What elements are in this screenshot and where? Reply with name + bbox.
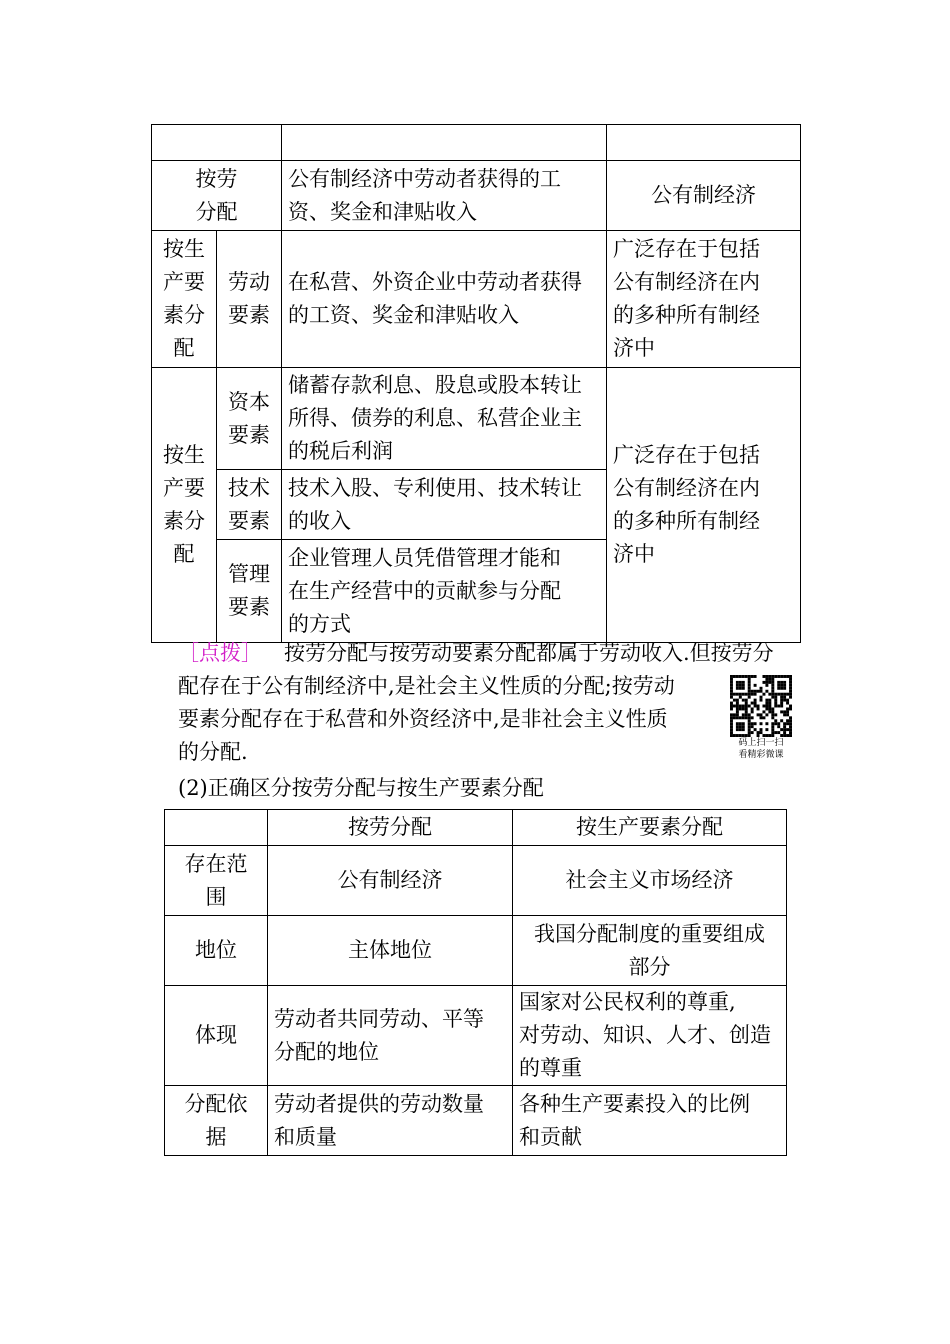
group-label-factor-distribution: 按生 产要 素分 配: [152, 231, 217, 368]
qr-module: [736, 705, 739, 708]
qr-module: [736, 693, 739, 696]
qr-module: [730, 716, 733, 719]
qr-module: [745, 675, 748, 678]
qr-module: [780, 728, 783, 731]
qr-module: [789, 705, 792, 708]
qr-module: [742, 713, 745, 716]
qr-module: [745, 693, 748, 696]
qr-module: [783, 728, 786, 731]
income-cell: 技术入股、专利使用、技术转让 的收入: [282, 470, 607, 540]
qr-module: [777, 731, 780, 734]
qr-module: [789, 716, 792, 719]
qr-module: [774, 705, 777, 708]
factor-label-management: 管理 要素: [217, 540, 282, 643]
qr-module: [742, 693, 745, 696]
qr-module: [754, 675, 757, 678]
qr-module: [754, 690, 757, 693]
qr-module: [730, 684, 733, 687]
qr-module: [730, 719, 733, 722]
qr-module: [783, 710, 786, 713]
qr-module: [730, 678, 733, 681]
qr-module: [789, 678, 792, 681]
qr-module: [748, 731, 751, 734]
qr-module: [736, 725, 739, 728]
qr-module: [780, 681, 783, 684]
qr-module: [751, 725, 754, 728]
comparison-table: [164, 809, 787, 1156]
qr-module: [742, 728, 745, 731]
qr-module: [771, 722, 774, 725]
qr-module: [733, 693, 736, 696]
qr-module: [751, 707, 754, 710]
qr-module: [733, 705, 736, 708]
qr-module: [733, 716, 736, 719]
qr-module: [757, 731, 760, 734]
factor-label-technology: 技术 要素: [217, 470, 282, 540]
qr-module: [762, 710, 765, 713]
scope-cell: 广泛存在于包括 公有制经济在内 的多种所有制经 济中: [607, 368, 801, 643]
qr-module: [765, 722, 768, 725]
qr-module: [730, 690, 733, 693]
qr-module: [786, 719, 789, 722]
qr-module: [742, 687, 745, 690]
qr-module: [783, 734, 786, 737]
qr-module: [733, 713, 736, 716]
qr-module: [789, 693, 792, 696]
qr-caption: 码上扫一扫: [738, 738, 784, 748]
qr-module: [762, 705, 765, 708]
group-label-factor-distribution: 按生 产要 素分 配: [152, 368, 217, 643]
qr-module: [754, 699, 757, 702]
factor-label-capital: 资本 要素: [217, 368, 282, 470]
factor-label-labor: 劳动 要素: [217, 231, 282, 368]
qr-module: [760, 687, 763, 690]
qr-module: [786, 702, 789, 705]
qr-module: [742, 705, 745, 708]
qr-module: [783, 681, 786, 684]
qr-module: [742, 681, 745, 684]
qr-module: [742, 716, 745, 719]
qr-module: [760, 716, 763, 719]
table-cell: [282, 125, 607, 161]
qr-module: [777, 684, 780, 687]
qr-module: [730, 687, 733, 690]
qr-module: [730, 734, 733, 737]
qr-module: [739, 716, 742, 719]
qr-module: [768, 707, 771, 710]
qr-module: [748, 713, 751, 716]
qr-module: [774, 675, 777, 678]
qr-module: [780, 696, 783, 699]
note-line: 的分配.: [178, 740, 248, 764]
qr-module: [777, 705, 780, 708]
section-subtitle: (2)正确区分按劳分配与按生产要素分配: [178, 776, 544, 800]
qr-module: [777, 675, 780, 678]
income-cell: 企业管理人员凭借管理才能和 在生产经营中的贡献参与分配 的方式: [282, 540, 607, 643]
qr-code[interactable]: [730, 675, 792, 761]
qr-module: [736, 713, 739, 716]
qr-module: [768, 681, 771, 684]
qr-module: [765, 675, 768, 678]
qr-module: [762, 716, 765, 719]
qr-module: [751, 731, 754, 734]
qr-module: [748, 728, 751, 731]
qr-module: [789, 734, 792, 737]
row-label: 存在范 围: [165, 846, 268, 916]
qr-module: [736, 675, 739, 678]
qr-module: [751, 716, 754, 719]
column-header: 按劳分配: [268, 810, 513, 846]
qr-module: [745, 707, 748, 710]
qr-module: [789, 684, 792, 687]
qr-module: [771, 696, 774, 699]
qr-module: [771, 707, 774, 710]
note-line: ［点拨］ 按劳分配与按劳动要素分配都属于劳动收入.但按劳分: [178, 641, 774, 665]
qr-module: [742, 699, 745, 702]
qr-module: [739, 722, 742, 725]
qr-module: [739, 684, 742, 687]
qr-module: [774, 719, 777, 722]
table-cell: [152, 125, 282, 161]
qr-module: [748, 687, 751, 690]
qr-module: [774, 693, 777, 696]
qr-module: [786, 722, 789, 725]
qr-module: [786, 713, 789, 716]
qr-module: [762, 675, 765, 678]
qr-module: [783, 693, 786, 696]
row-label: 地位: [165, 916, 268, 986]
qr-module: [777, 725, 780, 728]
table-row: [165, 846, 787, 916]
qr-module: [754, 693, 757, 696]
qr-module: [748, 678, 751, 681]
qr-module: [780, 675, 783, 678]
qr-module: [739, 725, 742, 728]
row-label: 体现: [165, 986, 268, 1086]
table-cell: 各种生产要素投入的比例 和贡献: [513, 1086, 787, 1156]
income-cell: 在私营、外资企业中劳动者获得 的工资、奖金和津贴收入: [282, 231, 607, 368]
table-row-labor-distribution: [152, 161, 801, 231]
scope-cell: 广泛存在于包括 公有制经济在内 的多种所有制经 济中: [607, 231, 801, 368]
qr-module: [760, 731, 763, 734]
qr-module: [742, 707, 745, 710]
qr-module: [789, 722, 792, 725]
qr-module: [783, 713, 786, 716]
qr-module: [771, 731, 774, 734]
qr-module: [748, 725, 751, 728]
table-cell: 主体地位: [268, 916, 513, 986]
table-cell: 劳动者提供的劳动数量 和质量: [268, 1086, 513, 1156]
qr-module: [765, 699, 768, 702]
table-cell: 社会主义市场经济: [513, 846, 787, 916]
qr-module: [774, 731, 777, 734]
qr-module: [739, 728, 742, 731]
qr-module: [789, 719, 792, 722]
qr-module: [765, 678, 768, 681]
qr-module: [730, 675, 733, 678]
qr-module: [768, 699, 771, 702]
qr-module: [777, 681, 780, 684]
qr-module: [786, 728, 789, 731]
qr-module: [739, 705, 742, 708]
table-cell: 公有制经济: [268, 846, 513, 916]
qr-module: [780, 705, 783, 708]
qr-module: [736, 684, 739, 687]
qr-module: [739, 696, 742, 699]
qr-module: [780, 684, 783, 687]
qr-module: [745, 702, 748, 705]
qr-module: [771, 678, 774, 681]
qr-module: [771, 690, 774, 693]
qr-module: [768, 693, 771, 696]
qr-module: [774, 696, 777, 699]
qr-module: [765, 705, 768, 708]
qr-module: [736, 716, 739, 719]
table-row-capital-factor: [152, 368, 801, 470]
qr-module: [777, 687, 780, 690]
qr-module: [771, 684, 774, 687]
qr-module: [748, 681, 751, 684]
qr-code-icon[interactable]: [730, 675, 792, 737]
table-cell: 我国分配制度的重要组成 部分: [513, 916, 787, 986]
qr-module: [757, 713, 760, 716]
qr-module: [783, 675, 786, 678]
qr-module: [762, 681, 765, 684]
qr-module: [736, 707, 739, 710]
qr-module: [771, 716, 774, 719]
qr-module: [780, 693, 783, 696]
qr-module: [771, 675, 774, 678]
qr-module: [751, 702, 754, 705]
qr-module: [754, 722, 757, 725]
qr-module: [789, 687, 792, 690]
qr-module: [789, 731, 792, 734]
qr-module: [760, 690, 763, 693]
qr-module: [748, 719, 751, 722]
qr-module: [748, 690, 751, 693]
qr-module: [733, 675, 736, 678]
qr-module: [760, 713, 763, 716]
qr-module: [739, 675, 742, 678]
qr-module: [768, 705, 771, 708]
table-cell: 劳动者共同劳动、平等 分配的地位: [268, 986, 513, 1086]
table-row: [165, 916, 787, 986]
qr-module: [745, 699, 748, 702]
qr-module: [757, 707, 760, 710]
table-row-labor-factor: [152, 231, 801, 368]
note-line: 要素分配存在于私营和外资经济中,是非社会主义性质: [178, 707, 668, 731]
qr-module: [786, 693, 789, 696]
qr-module: [730, 696, 733, 699]
qr-module: [760, 722, 763, 725]
qr-module: [786, 675, 789, 678]
qr-module: [780, 699, 783, 702]
qr-module: [768, 702, 771, 705]
qr-module: [771, 725, 774, 728]
qr-module: [768, 678, 771, 681]
note-line: 配存在于公有制经济中,是社会主义性质的分配;按劳动: [178, 674, 675, 698]
qr-module: [765, 728, 768, 731]
qr-module: [736, 687, 739, 690]
qr-module: [774, 699, 777, 702]
column-header: [165, 810, 268, 846]
hint-note: [178, 637, 794, 769]
qr-module: [751, 675, 754, 678]
hint-tag: ［点拨］: [178, 641, 262, 665]
qr-module: [783, 699, 786, 702]
qr-module: [748, 722, 751, 725]
qr-module: [751, 690, 754, 693]
table-header-row: [165, 810, 787, 846]
table-row-blank: [152, 125, 801, 161]
income-cell: 公有制经济中劳动者获得的工 资、奖金和津贴收入: [282, 161, 607, 231]
row-label-labor-distribution: 按劳 分配: [152, 161, 282, 231]
qr-module: [762, 693, 765, 696]
qr-module: [736, 702, 739, 705]
distribution-table-1: [151, 124, 801, 643]
column-header: 按生产要素分配: [513, 810, 787, 846]
qr-module: [739, 707, 742, 710]
qr-module: [768, 710, 771, 713]
qr-module: [751, 710, 754, 713]
qr-module: [736, 710, 739, 713]
qr-module: [745, 716, 748, 719]
qr-module: [786, 710, 789, 713]
qr-module: [780, 710, 783, 713]
qr-module: [760, 728, 763, 731]
income-cell: 储蓄存款利息、股息或股本转让 所得、债券的利息、私营企业主 的税后利润: [282, 368, 607, 470]
qr-module: [730, 707, 733, 710]
qr-module: [733, 699, 736, 702]
qr-module: [730, 731, 733, 734]
qr-module: [730, 713, 733, 716]
qr-module: [754, 705, 757, 708]
qr-module: [768, 675, 771, 678]
qr-module: [786, 699, 789, 702]
qr-module: [730, 705, 733, 708]
qr-module: [783, 722, 786, 725]
qr-module: [774, 713, 777, 716]
scope-cell: 公有制经济: [607, 161, 801, 231]
qr-module: [771, 713, 774, 716]
qr-module: [771, 710, 774, 713]
qr-module: [789, 725, 792, 728]
qr-module: [730, 728, 733, 731]
qr-module: [771, 687, 774, 690]
qr-module: [751, 722, 754, 725]
qr-module: [789, 707, 792, 710]
qr-module: [748, 693, 751, 696]
qr-module: [748, 716, 751, 719]
qr-module: [742, 722, 745, 725]
table-cell: [607, 125, 801, 161]
qr-module: [789, 681, 792, 684]
qr-module: [771, 693, 774, 696]
qr-module: [765, 684, 768, 687]
qr-module: [748, 696, 751, 699]
qr-module: [771, 681, 774, 684]
qr-module: [765, 713, 768, 716]
qr-module: [765, 681, 768, 684]
qr-module: [780, 702, 783, 705]
qr-module: [783, 731, 786, 734]
qr-module: [754, 728, 757, 731]
table-row: [165, 1086, 787, 1156]
qr-module: [757, 690, 760, 693]
qr-module: [777, 693, 780, 696]
qr-module: [789, 696, 792, 699]
qr-module: [777, 722, 780, 725]
qr-module: [748, 675, 751, 678]
qr-module: [783, 696, 786, 699]
qr-module: [789, 675, 792, 678]
table-row: [165, 986, 787, 1086]
qr-module: [780, 719, 783, 722]
qr-module: [730, 722, 733, 725]
table-cell: 国家对公民权利的尊重, 对劳动、知识、人才、创造 的尊重: [513, 986, 787, 1086]
qr-module: [733, 734, 736, 737]
qr-module: [765, 707, 768, 710]
qr-module: [736, 681, 739, 684]
qr-module: [754, 684, 757, 687]
qr-module: [780, 687, 783, 690]
qr-module: [730, 693, 733, 696]
qr-module: [742, 684, 745, 687]
qr-module: [783, 687, 786, 690]
qr-module: [786, 734, 789, 737]
qr-module: [748, 684, 751, 687]
qr-module: [742, 725, 745, 728]
qr-module: [765, 702, 768, 705]
qr-module: [765, 690, 768, 693]
qr-module: [739, 681, 742, 684]
qr-module: [774, 702, 777, 705]
qr-module: [760, 696, 763, 699]
qr-module: [760, 699, 763, 702]
qr-module: [745, 713, 748, 716]
qr-module: [751, 693, 754, 696]
qr-module: [783, 684, 786, 687]
row-label: 分配依 据: [165, 1086, 268, 1156]
qr-module: [783, 725, 786, 728]
qr-module: [745, 705, 748, 708]
qr-module: [771, 728, 774, 731]
qr-module: [739, 687, 742, 690]
qr-module: [730, 681, 733, 684]
qr-module: [736, 699, 739, 702]
qr-module: [748, 705, 751, 708]
qr-module: [774, 722, 777, 725]
qr-module: [739, 693, 742, 696]
qr-module: [736, 722, 739, 725]
qr-module: [736, 728, 739, 731]
qr-module: [789, 690, 792, 693]
qr-module: [789, 728, 792, 731]
qr-module: [730, 702, 733, 705]
qr-module: [757, 705, 760, 708]
qr-module: [754, 702, 757, 705]
qr-module: [730, 725, 733, 728]
qr-caption: 看精彩微课: [738, 750, 784, 760]
qr-module: [745, 710, 748, 713]
qr-module: [742, 675, 745, 678]
qr-module: [786, 707, 789, 710]
